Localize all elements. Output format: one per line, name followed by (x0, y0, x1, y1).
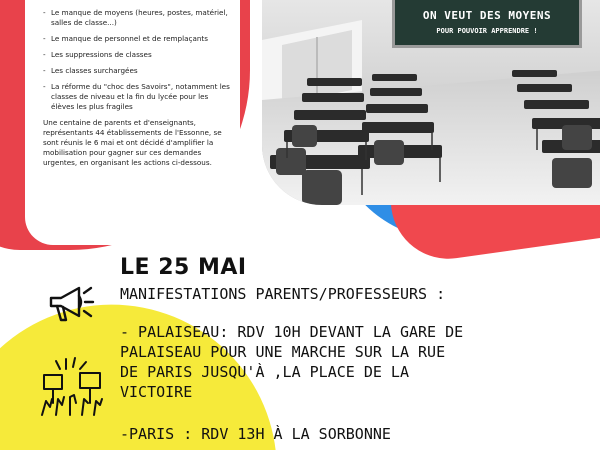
blackboard-title: ON VEUT DES MOYENS (422, 9, 552, 22)
blackboard (392, 0, 582, 48)
demands-card (25, 0, 240, 245)
demand-item: - Les suppressions de classes (43, 50, 230, 60)
demand-item: - La réforme du "choc des Savoirs", notamment les classes de niveau et la fin du lycée pour les élèves les plus fragiles (43, 82, 230, 112)
mobilisation-paragraph: Une centaine de parents et d'enseignants, représentants 44 établissements de l'Essonne, se sont réunis le 6 mai et ont décidé d'amplifier la mobilisation pour gagner sur ces demandes urgentes, en organisant les actions ci-dessous. (43, 118, 222, 167)
megaphone-icon (45, 282, 107, 328)
classroom-image (262, 0, 600, 205)
demand-item: - Les classes surchargées (43, 66, 230, 76)
event-line-palaiseau: - PALAISEAU: RDV 10H DEVANT LA GARE DE (120, 323, 464, 341)
demands-list (43, 8, 230, 112)
demand-item: - Le manque de moyens (heures, postes, matériel, salles de classe...) (43, 8, 230, 28)
event-line-palaiseau-2: PALAISEAU POUR UNE MARCHE SUR LA RUE (120, 343, 446, 361)
event-heading: MANIFESTATIONS PARENTS/PROFESSEURS : (120, 285, 446, 303)
protest-crowd-icon (36, 355, 110, 421)
event-date: LE 25 MAI (120, 255, 247, 280)
event-line-paris: -PARIS : RDV 13H À LA SORBONNE (120, 425, 391, 443)
blackboard-subtitle: POUR POUVOIR APPRENDRE ! (436, 27, 538, 35)
demand-item: - Le manque de personnel et de remplaçants (43, 34, 230, 44)
event-line-palaiseau-4: VICTOIRE (120, 383, 193, 401)
event-line-palaiseau-3: DE PARIS JUSQU'À ,LA PLACE DE LA (120, 363, 409, 381)
